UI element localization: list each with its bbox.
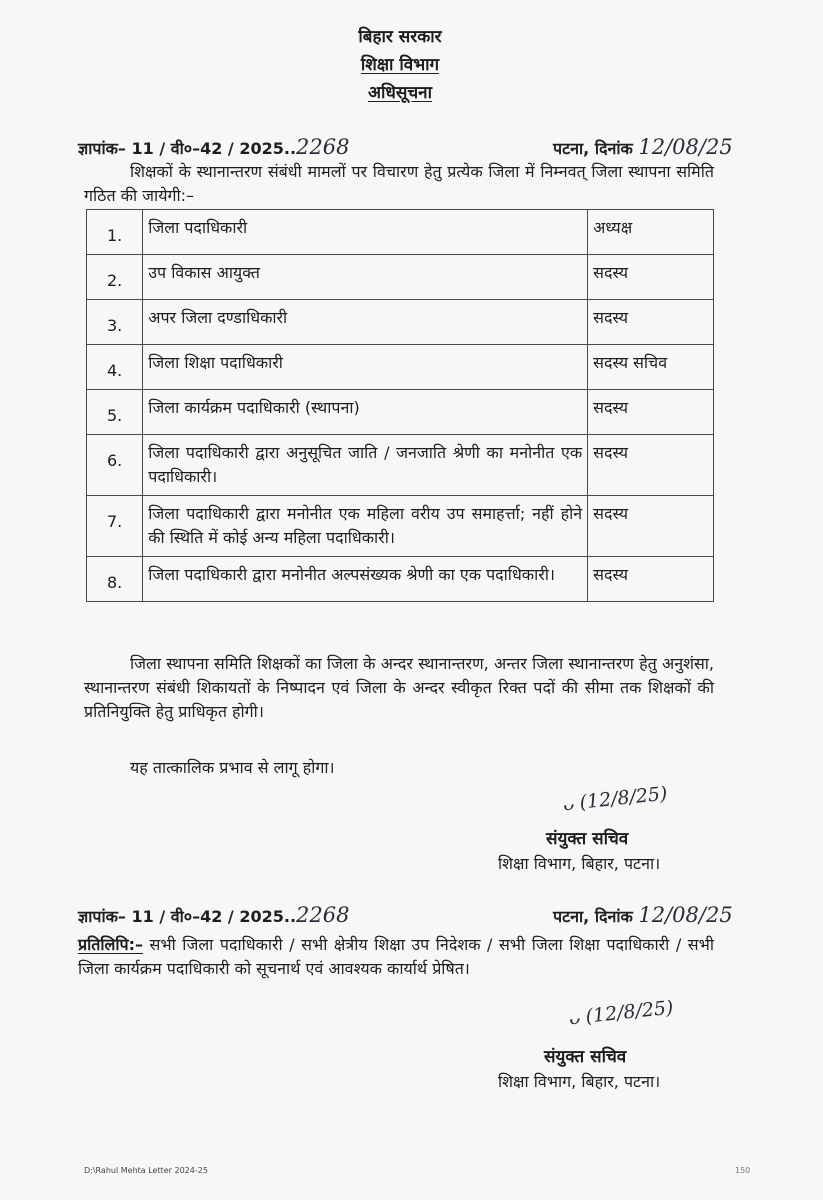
member-role: सदस्य bbox=[588, 496, 714, 557]
table-row bbox=[87, 435, 714, 496]
copy-signatory-title: संयुक्त सचिव bbox=[544, 1047, 627, 1067]
signatory-title: संयुक्त सचिव bbox=[546, 829, 629, 849]
copy-memo-date bbox=[553, 903, 733, 927]
document-type: अधिसूचना bbox=[368, 83, 432, 103]
member-designation: जिला पदाधिकारी द्वारा मनोनीत अल्पसंख्यक श्रेणी का एक पदाधिकारी। bbox=[143, 557, 588, 602]
member-designation: उप विकास आयुक्त bbox=[143, 255, 588, 300]
intro-paragraph: शिक्षकों के स्थानान्तरण संबंधी मामलों पर विचारण हेतु प्रत्येक जिला में निम्नवत् जिला स्थापना समिति गठित की जायेगी:– bbox=[84, 162, 714, 205]
member-designation: अपर जिला दण्डाधिकारी bbox=[143, 300, 588, 345]
table-row bbox=[87, 390, 714, 435]
member-designation: जिला शिक्षा पदाधिकारी bbox=[143, 345, 588, 390]
copy-signature: ᴗ (12/8/25) bbox=[567, 996, 675, 1030]
memo-number: 2268 bbox=[296, 135, 350, 159]
body-paragraph: जिला स्थापना समिति शिक्षकों का जिला के अन्दर स्थानान्तरण, अन्तर जिला स्थानान्तरण हेतु अनुशंसा, स्थानान्तरण संबंधी शिकायतों के निष्पादन एवं जिला के अन्दर स्वीकृत रिक्त पदों की सीमा तक शिक्षकों की प्रतिनियुक्ति हेतु प्राधिकृत होगी। bbox=[84, 654, 714, 721]
copy-memo-number: 2268 bbox=[296, 903, 350, 927]
place-date-label: पटना, दिनांक bbox=[553, 139, 633, 158]
member-role: सदस्य bbox=[588, 435, 714, 496]
table-row bbox=[87, 345, 714, 390]
member-role: सदस्य bbox=[588, 300, 714, 345]
effect-line: यह तात्कालिक प्रभाव से लागू होगा। bbox=[130, 758, 335, 777]
member-designation: जिला पदाधिकारी द्वारा मनोनीत एक महिला वरीय उप समाहर्त्ता; नहीं होने की स्थिति में कोई अन्य महिला पदाधिकारी। bbox=[143, 496, 588, 557]
government-name: बिहार सरकार bbox=[358, 27, 442, 47]
page-number: 150 bbox=[735, 1166, 751, 1175]
committee-table bbox=[86, 209, 714, 602]
memo-reference-label: ज्ञापांक– 11 / वी०–42 / 2025.. bbox=[78, 139, 297, 158]
copy-label: प्रतिलिपि:– bbox=[78, 935, 143, 954]
signature: ᴗ (12/8/25) bbox=[561, 782, 669, 816]
member-role: सदस्य सचिव bbox=[588, 345, 714, 390]
file-path: D:\Rahul Mehta Letter 2024-25 bbox=[84, 1166, 208, 1175]
member-role: सदस्य bbox=[588, 390, 714, 435]
date-value: 12/08/25 bbox=[638, 135, 733, 159]
copy-place-date-label: पटना, दिनांक bbox=[553, 907, 633, 926]
member-designation: जिला पदाधिकारी द्वारा अनुसूचित जाति / जनजाति श्रेणी का मनोनीत एक पदाधिकारी। bbox=[143, 435, 588, 496]
member-designation: जिला कार्यक्रम पदाधिकारी (स्थापना) bbox=[143, 390, 588, 435]
member-number: 6. bbox=[87, 435, 143, 496]
copy-date-value: 12/08/25 bbox=[638, 903, 733, 927]
table-row bbox=[87, 496, 714, 557]
member-number: 4. bbox=[87, 345, 143, 390]
memo-reference bbox=[78, 135, 350, 159]
member-number: 1. bbox=[87, 210, 143, 255]
member-number: 2. bbox=[87, 255, 143, 300]
copy-reference-label: ज्ञापांक– 11 / वी०–42 / 2025.. bbox=[78, 907, 297, 926]
copy-memo-reference bbox=[78, 903, 350, 927]
member-number: 8. bbox=[87, 557, 143, 602]
copy-signatory-department: शिक्षा विभाग, बिहार, पटना। bbox=[498, 1072, 661, 1091]
copy-text: सभी जिला पदाधिकारी / सभी क्षेत्रीय शिक्षा उप निदेशक / सभी जिला शिक्षा पदाधिकारी / सभी जिला कार्यक्रम पदाधिकारी को सूचनार्थ एवं आवश्यक कार्यार्थ प्रेषित। bbox=[78, 935, 714, 978]
table-row bbox=[87, 557, 714, 602]
member-number: 7. bbox=[87, 496, 143, 557]
member-role: सदस्य bbox=[588, 255, 714, 300]
department-name: शिक्षा विभाग bbox=[360, 55, 440, 75]
copy-paragraph bbox=[78, 933, 714, 981]
member-designation: जिला पदाधिकारी bbox=[143, 210, 588, 255]
member-role: सदस्य bbox=[588, 557, 714, 602]
table-row bbox=[87, 300, 714, 345]
table-row bbox=[87, 210, 714, 255]
member-number: 5. bbox=[87, 390, 143, 435]
memo-date bbox=[553, 135, 733, 159]
signatory-department: शिक्षा विभाग, बिहार, पटना। bbox=[498, 854, 661, 873]
member-role: अध्यक्ष bbox=[588, 210, 714, 255]
table-row bbox=[87, 255, 714, 300]
member-number: 3. bbox=[87, 300, 143, 345]
